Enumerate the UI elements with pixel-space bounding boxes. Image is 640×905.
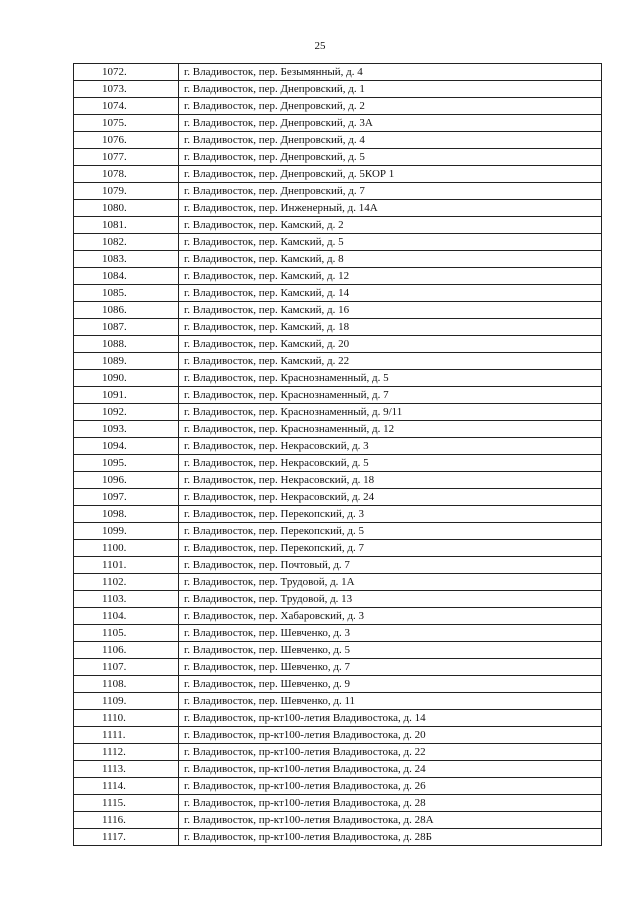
table-row <box>74 642 602 659</box>
table-row <box>74 693 602 710</box>
address-cell: г. Владивосток, пер. Днепровский, д. 1 <box>179 81 602 98</box>
address-cell: г. Владивосток, пер. Перекопский, д. 5 <box>179 523 602 540</box>
table-row <box>74 81 602 98</box>
address-cell: г. Владивосток, пер. Краснознаменный, д. 9/11 <box>179 404 602 421</box>
address-cell: г. Владивосток, пр-кт100-летия Владивостока, д. 28 <box>179 795 602 812</box>
address-cell: г. Владивосток, пер. Шевченко, д. 9 <box>179 676 602 693</box>
address-cell: г. Владивосток, пер. Перекопский, д. 3 <box>179 506 602 523</box>
row-number-cell: 1090. <box>74 370 179 387</box>
row-number-cell: 1112. <box>74 744 179 761</box>
address-table <box>73 63 602 846</box>
table-row <box>74 387 602 404</box>
row-number-cell: 1077. <box>74 149 179 166</box>
row-number-cell: 1093. <box>74 421 179 438</box>
row-number-cell: 1113. <box>74 761 179 778</box>
row-number-cell: 1103. <box>74 591 179 608</box>
address-cell: г. Владивосток, пер. Хабаровский, д. 3 <box>179 608 602 625</box>
table-row <box>74 523 602 540</box>
row-number-cell: 1117. <box>74 829 179 846</box>
table-row <box>74 183 602 200</box>
table-row <box>74 795 602 812</box>
address-cell: г. Владивосток, пер. Некрасовский, д. 24 <box>179 489 602 506</box>
row-number-cell: 1095. <box>74 455 179 472</box>
row-number-cell: 1100. <box>74 540 179 557</box>
table-row <box>74 421 602 438</box>
table-row <box>74 489 602 506</box>
row-number-cell: 1088. <box>74 336 179 353</box>
address-cell: г. Владивосток, пер. Днепровский, д. 5 <box>179 149 602 166</box>
table-row <box>74 727 602 744</box>
address-cell: г. Владивосток, пр-кт100-летия Владивостока, д. 14 <box>179 710 602 727</box>
table-row <box>74 472 602 489</box>
table-row <box>74 506 602 523</box>
address-cell: г. Владивосток, пер. Днепровский, д. 2 <box>179 98 602 115</box>
row-number-cell: 1101. <box>74 557 179 574</box>
address-cell: г. Владивосток, пер. Днепровский, д. 7 <box>179 183 602 200</box>
row-number-cell: 1075. <box>74 115 179 132</box>
address-cell: г. Владивосток, пер. Перекопский, д. 7 <box>179 540 602 557</box>
table-row <box>74 217 602 234</box>
address-cell: г. Владивосток, пер. Днепровский, д. 4 <box>179 132 602 149</box>
row-number-cell: 1073. <box>74 81 179 98</box>
row-number-cell: 1092. <box>74 404 179 421</box>
row-number-cell: 1086. <box>74 302 179 319</box>
row-number-cell: 1085. <box>74 285 179 302</box>
address-cell: г. Владивосток, пер. Камский, д. 16 <box>179 302 602 319</box>
row-number-cell: 1080. <box>74 200 179 217</box>
table-row <box>74 115 602 132</box>
row-number-cell: 1091. <box>74 387 179 404</box>
table-row <box>74 829 602 846</box>
table-row <box>74 370 602 387</box>
table-row <box>74 251 602 268</box>
row-number-cell: 1094. <box>74 438 179 455</box>
address-cell: г. Владивосток, пер. Некрасовский, д. 3 <box>179 438 602 455</box>
row-number-cell: 1099. <box>74 523 179 540</box>
row-number-cell: 1079. <box>74 183 179 200</box>
address-cell: г. Владивосток, пер. Краснознаменный, д. 7 <box>179 387 602 404</box>
row-number-cell: 1107. <box>74 659 179 676</box>
table-row <box>74 319 602 336</box>
row-number-cell: 1087. <box>74 319 179 336</box>
address-cell: г. Владивосток, пр-кт100-летия Владивостока, д. 28Б <box>179 829 602 846</box>
row-number-cell: 1109. <box>74 693 179 710</box>
row-number-cell: 1082. <box>74 234 179 251</box>
table-row <box>74 132 602 149</box>
row-number-cell: 1081. <box>74 217 179 234</box>
table-row <box>74 64 602 81</box>
address-cell: г. Владивосток, пер. Днепровский, д. 5КОР 1 <box>179 166 602 183</box>
table-row <box>74 353 602 370</box>
address-cell: г. Владивосток, пр-кт100-летия Владивостока, д. 24 <box>179 761 602 778</box>
address-cell: г. Владивосток, пер. Инженерный, д. 14А <box>179 200 602 217</box>
table-row <box>74 659 602 676</box>
table-row <box>74 438 602 455</box>
table-row <box>74 812 602 829</box>
row-number-cell: 1106. <box>74 642 179 659</box>
table-row <box>74 761 602 778</box>
address-cell: г. Владивосток, пер. Камский, д. 2 <box>179 217 602 234</box>
table-row <box>74 676 602 693</box>
table-row <box>74 540 602 557</box>
table-row <box>74 404 602 421</box>
row-number-cell: 1110. <box>74 710 179 727</box>
address-cell: г. Владивосток, пер. Камский, д. 12 <box>179 268 602 285</box>
address-table-body <box>74 64 602 846</box>
row-number-cell: 1111. <box>74 727 179 744</box>
address-cell: г. Владивосток, пер. Шевченко, д. 7 <box>179 659 602 676</box>
row-number-cell: 1076. <box>74 132 179 149</box>
address-cell: г. Владивосток, пер. Камский, д. 5 <box>179 234 602 251</box>
table-row <box>74 268 602 285</box>
table-row <box>74 608 602 625</box>
table-row <box>74 710 602 727</box>
row-number-cell: 1098. <box>74 506 179 523</box>
address-cell: г. Владивосток, пер. Камский, д. 20 <box>179 336 602 353</box>
row-number-cell: 1104. <box>74 608 179 625</box>
address-cell: г. Владивосток, пер. Некрасовский, д. 5 <box>179 455 602 472</box>
row-number-cell: 1084. <box>74 268 179 285</box>
address-cell: г. Владивосток, пер. Камский, д. 8 <box>179 251 602 268</box>
address-cell: г. Владивосток, пер. Шевченко, д. 11 <box>179 693 602 710</box>
address-cell: г. Владивосток, пер. Камский, д. 18 <box>179 319 602 336</box>
table-row <box>74 336 602 353</box>
table-row <box>74 574 602 591</box>
address-cell: г. Владивосток, пер. Камский, д. 14 <box>179 285 602 302</box>
table-row <box>74 285 602 302</box>
table-row <box>74 591 602 608</box>
address-cell: г. Владивосток, пр-кт100-летия Владивостока, д. 28А <box>179 812 602 829</box>
table-row <box>74 200 602 217</box>
row-number-cell: 1083. <box>74 251 179 268</box>
address-cell: г. Владивосток, пер. Трудовой, д. 1А <box>179 574 602 591</box>
address-cell: г. Владивосток, пер. Безымянный, д. 4 <box>179 64 602 81</box>
address-cell: г. Владивосток, пер. Краснознаменный, д. 12 <box>179 421 602 438</box>
row-number-cell: 1115. <box>74 795 179 812</box>
row-number-cell: 1108. <box>74 676 179 693</box>
row-number-cell: 1114. <box>74 778 179 795</box>
table-row <box>74 455 602 472</box>
table-row <box>74 778 602 795</box>
address-cell: г. Владивосток, пр-кт100-летия Владивостока, д. 20 <box>179 727 602 744</box>
row-number-cell: 1102. <box>74 574 179 591</box>
row-number-cell: 1105. <box>74 625 179 642</box>
table-row <box>74 149 602 166</box>
page-number: 25 <box>314 40 326 52</box>
row-number-cell: 1097. <box>74 489 179 506</box>
address-cell: г. Владивосток, пер. Шевченко, д. 3 <box>179 625 602 642</box>
address-cell: г. Владивосток, пер. Трудовой, д. 13 <box>179 591 602 608</box>
address-cell: г. Владивосток, пер. Некрасовский, д. 18 <box>179 472 602 489</box>
row-number-cell: 1089. <box>74 353 179 370</box>
address-cell: г. Владивосток, пер. Шевченко, д. 5 <box>179 642 602 659</box>
table-row <box>74 98 602 115</box>
row-number-cell: 1072. <box>74 64 179 81</box>
address-cell: г. Владивосток, пер. Днепровский, д. 3А <box>179 115 602 132</box>
row-number-cell: 1116. <box>74 812 179 829</box>
address-cell: г. Владивосток, пер. Камский, д. 22 <box>179 353 602 370</box>
table-row <box>74 557 602 574</box>
table-row <box>74 234 602 251</box>
row-number-cell: 1096. <box>74 472 179 489</box>
table-row <box>74 166 602 183</box>
address-cell: г. Владивосток, пер. Краснознаменный, д. 5 <box>179 370 602 387</box>
address-cell: г. Владивосток, пр-кт100-летия Владивостока, д. 22 <box>179 744 602 761</box>
table-row <box>74 302 602 319</box>
address-cell: г. Владивосток, пер. Почтовый, д. 7 <box>179 557 602 574</box>
row-number-cell: 1078. <box>74 166 179 183</box>
table-row <box>74 744 602 761</box>
address-cell: г. Владивосток, пр-кт100-летия Владивостока, д. 26 <box>179 778 602 795</box>
table-row <box>74 625 602 642</box>
row-number-cell: 1074. <box>74 98 179 115</box>
